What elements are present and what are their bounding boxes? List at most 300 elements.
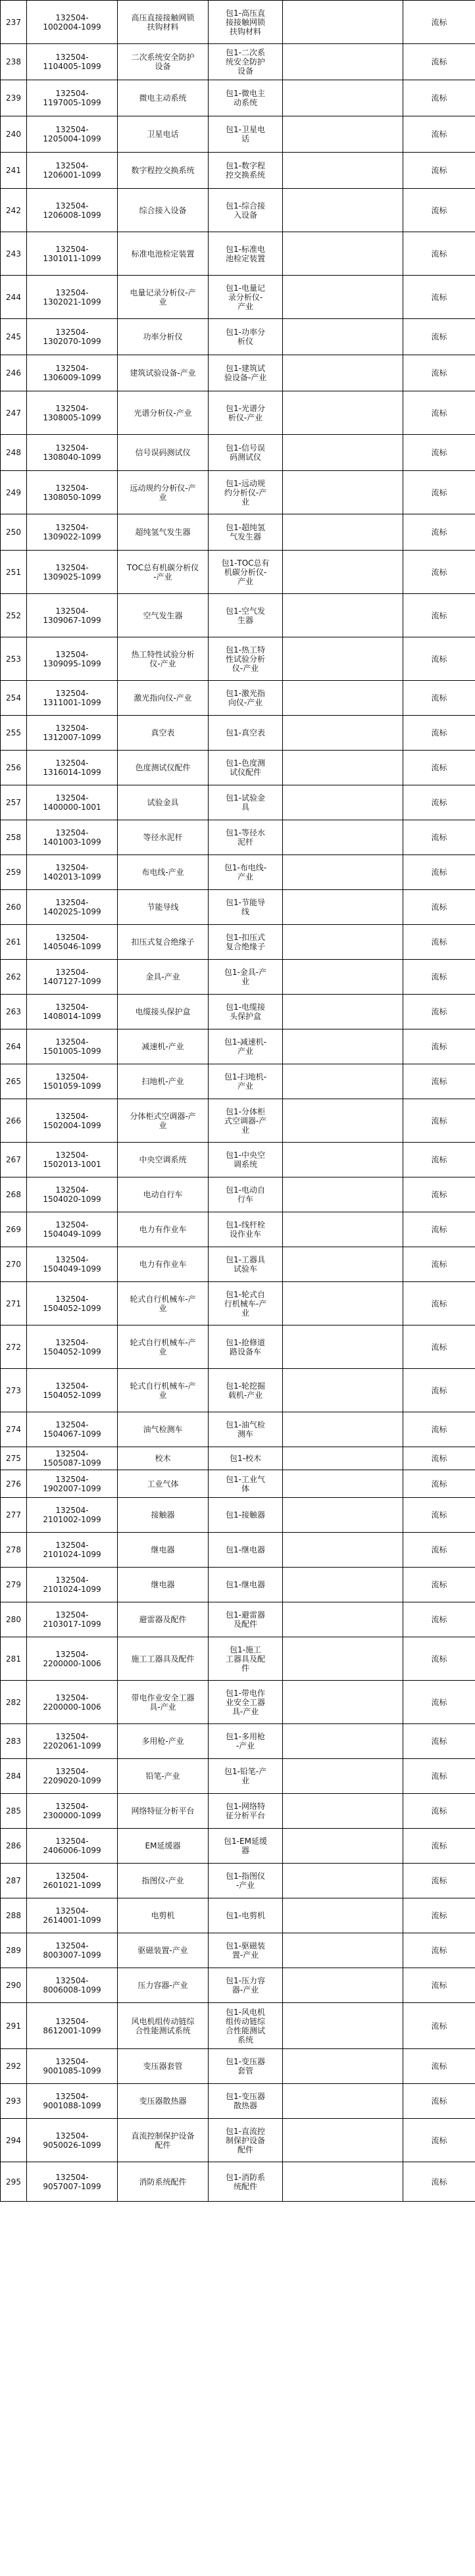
row-number: 257 xyxy=(1,785,27,820)
material-name: 压力容器-产业 xyxy=(118,1968,209,2003)
material-code: 132504- 1400000-1001 xyxy=(27,785,118,820)
table-row xyxy=(1,355,475,391)
status-note: 流标 xyxy=(403,855,475,890)
status-note: 流标 xyxy=(403,1325,475,1369)
package-name: 包1-标准电 池检定装置 xyxy=(209,232,283,276)
row-number: 294 xyxy=(1,2119,27,2162)
material-name: 继电器 xyxy=(118,1568,209,1602)
table-row xyxy=(1,1602,475,1637)
row-number: 247 xyxy=(1,391,27,435)
row-number: 266 xyxy=(1,1099,27,1143)
material-code: 132504- 9050026-1099 xyxy=(27,2119,118,2162)
table-row xyxy=(1,1933,475,1968)
blank-cell xyxy=(283,44,403,80)
blank-cell xyxy=(283,391,403,435)
table-row xyxy=(1,1247,475,1282)
blank-cell xyxy=(283,232,403,276)
package-name: 包1-继电器 xyxy=(209,1568,283,1602)
status-note: 流标 xyxy=(403,471,475,514)
table-row xyxy=(1,1143,475,1177)
status-note: 流标 xyxy=(403,637,475,681)
blank-cell xyxy=(283,890,403,925)
package-name: 包1-电量记 录分析仪- 产业 xyxy=(209,276,283,319)
blank-cell xyxy=(283,1759,403,1794)
package-name: 包1-多用枪 -产业 xyxy=(209,1724,283,1759)
row-number: 274 xyxy=(1,1412,27,1447)
material-code: 132504- 2101024-1099 xyxy=(27,1568,118,1602)
status-note: 流标 xyxy=(403,1794,475,1829)
status-note: 流标 xyxy=(403,751,475,785)
table-row xyxy=(1,995,475,1029)
package-name: 包1-直流控 制保护设备 配件 xyxy=(209,2119,283,2162)
blank-cell xyxy=(283,1099,403,1143)
material-code: 132504- 2601021-1099 xyxy=(27,1864,118,1898)
table-row xyxy=(1,637,475,681)
material-code: 132504- 1302070-1099 xyxy=(27,319,118,355)
blank-cell xyxy=(283,153,403,189)
blank-cell xyxy=(283,960,403,995)
row-number: 289 xyxy=(1,1933,27,1968)
table-row xyxy=(1,960,475,995)
package-name: 包1-带电作 业安全工器 具-产业 xyxy=(209,1681,283,1724)
status-note: 流标 xyxy=(403,1498,475,1533)
material-name: 节能导线 xyxy=(118,890,209,925)
blank-cell xyxy=(283,1829,403,1864)
row-number: 262 xyxy=(1,960,27,995)
material-name: 带电作业安全工器 具-产业 xyxy=(118,1681,209,1724)
row-number: 244 xyxy=(1,276,27,319)
material-code: 132504- 1301011-1099 xyxy=(27,232,118,276)
blank-cell xyxy=(283,1212,403,1247)
blank-cell xyxy=(283,80,403,116)
table-row xyxy=(1,1681,475,1724)
package-name: 包1-超纯氢 气发生器 xyxy=(209,514,283,551)
table-row xyxy=(1,1,475,44)
material-code: 132504- 9057007-1099 xyxy=(27,2162,118,2202)
status-note: 流标 xyxy=(403,153,475,189)
package-name: 包1-变压器 散热器 xyxy=(209,2084,283,2119)
package-name: 包1-轮式自 行机械车-产 业 xyxy=(209,1282,283,1325)
table-row xyxy=(1,855,475,890)
material-name: 驱磁装置-产业 xyxy=(118,1933,209,1968)
table-row xyxy=(1,594,475,637)
row-number: 284 xyxy=(1,1759,27,1794)
material-name: 变压器套管 xyxy=(118,2049,209,2084)
package-name: 包1-避雷器 及配件 xyxy=(209,1602,283,1637)
package-name: 包1-油气检 测车 xyxy=(209,1412,283,1447)
status-note: 流标 xyxy=(403,960,475,995)
material-name: 扫地机-产业 xyxy=(118,1064,209,1099)
status-note: 流标 xyxy=(403,391,475,435)
status-note: 流标 xyxy=(403,2162,475,2202)
material-code: 132504- 1002004-1099 xyxy=(27,1,118,44)
row-number: 237 xyxy=(1,1,27,44)
blank-cell xyxy=(283,2003,403,2049)
material-code: 132504- 8003007-1099 xyxy=(27,1933,118,1968)
blank-cell xyxy=(283,681,403,716)
table-row xyxy=(1,1829,475,1864)
blank-cell xyxy=(283,1637,403,1681)
row-number: 260 xyxy=(1,890,27,925)
material-code: 132504- 1504049-1099 xyxy=(27,1212,118,1247)
package-name: 包1-高压直 接接触网锁 扶钩材料 xyxy=(209,1,283,44)
table-row xyxy=(1,2003,475,2049)
material-code: 132504- 1504052-1099 xyxy=(27,1325,118,1369)
material-name: 标准电池检定装置 xyxy=(118,232,209,276)
material-name: 避雷器及配件 xyxy=(118,1602,209,1637)
table-row xyxy=(1,1724,475,1759)
status-note: 流标 xyxy=(403,1177,475,1212)
material-code: 132504- 2202061-1099 xyxy=(27,1724,118,1759)
row-number: 293 xyxy=(1,2084,27,2119)
material-name: 高压直接接触网锁 扶钩材料 xyxy=(118,1,209,44)
row-number: 248 xyxy=(1,435,27,471)
table-row xyxy=(1,551,475,594)
package-name: 包1-风电机 组传动链综 合性能测试 系统 xyxy=(209,2003,283,2049)
row-number: 276 xyxy=(1,1470,27,1498)
row-number: 263 xyxy=(1,995,27,1029)
row-number: 277 xyxy=(1,1498,27,1533)
status-note: 流标 xyxy=(403,2049,475,2084)
row-number: 280 xyxy=(1,1602,27,1637)
blank-cell xyxy=(283,1568,403,1602)
material-code: 132504- 1309095-1099 xyxy=(27,637,118,681)
blank-cell xyxy=(283,1470,403,1498)
row-number: 291 xyxy=(1,2003,27,2049)
table-row xyxy=(1,1282,475,1325)
row-number: 278 xyxy=(1,1533,27,1568)
table-row xyxy=(1,1864,475,1898)
material-name: 铅笔-产业 xyxy=(118,1759,209,1794)
status-note: 流标 xyxy=(403,1,475,44)
material-name: 综合接入设备 xyxy=(118,189,209,232)
status-note: 流标 xyxy=(403,890,475,925)
table-row xyxy=(1,1325,475,1369)
results-table-body xyxy=(1,1,475,2202)
blank-cell xyxy=(283,1247,403,1282)
material-name: 试验金具 xyxy=(118,785,209,820)
material-name: 布电线-产业 xyxy=(118,855,209,890)
row-number: 242 xyxy=(1,189,27,232)
material-code: 132504- 1308005-1099 xyxy=(27,391,118,435)
package-name: 包1-卫星电 话 xyxy=(209,116,283,153)
status-note: 流标 xyxy=(403,925,475,960)
table-row xyxy=(1,471,475,514)
package-name: 包1-TOC总有 机碳分析仪- 产业 xyxy=(209,551,283,594)
status-note: 流标 xyxy=(403,116,475,153)
material-code: 132504- 1206001-1099 xyxy=(27,153,118,189)
blank-cell xyxy=(283,551,403,594)
material-name: 电缆接头保护盒 xyxy=(118,995,209,1029)
material-name: 风电机组传动链综 合性能测试系统 xyxy=(118,2003,209,2049)
blank-cell xyxy=(283,2162,403,2202)
table-row xyxy=(1,232,475,276)
status-note: 流标 xyxy=(403,276,475,319)
material-name: 减速机-产业 xyxy=(118,1029,209,1064)
blank-cell xyxy=(283,1029,403,1064)
blank-cell xyxy=(283,637,403,681)
status-note: 流标 xyxy=(403,1412,475,1447)
material-code: 132504- 1408014-1099 xyxy=(27,995,118,1029)
package-name: 包1-消防系 统配件 xyxy=(209,2162,283,2202)
material-name: 接触器 xyxy=(118,1498,209,1533)
package-name: 包1-综合接 入设备 xyxy=(209,189,283,232)
status-note: 流标 xyxy=(403,820,475,855)
status-note: 流标 xyxy=(403,594,475,637)
row-number: 279 xyxy=(1,1568,27,1602)
material-name: 金具-产业 xyxy=(118,960,209,995)
row-number: 267 xyxy=(1,1143,27,1177)
material-code: 132504- 2200000-1006 xyxy=(27,1681,118,1724)
row-number: 259 xyxy=(1,855,27,890)
material-code: 132504- 1206008-1099 xyxy=(27,189,118,232)
material-code: 132504- 1401003-1099 xyxy=(27,820,118,855)
material-code: 132504- 1505087-1099 xyxy=(27,1447,118,1470)
table-row xyxy=(1,2049,475,2084)
status-note: 流标 xyxy=(403,1029,475,1064)
table-row xyxy=(1,80,475,116)
material-name: 卫星电话 xyxy=(118,116,209,153)
package-name: 包1-建筑试 验设备-产业 xyxy=(209,355,283,391)
package-name: 包1-电缆接 头保护盒 xyxy=(209,995,283,1029)
blank-cell xyxy=(283,1412,403,1447)
blank-cell xyxy=(283,1933,403,1968)
material-code: 132504- 1504020-1099 xyxy=(27,1177,118,1212)
status-note: 流标 xyxy=(403,1602,475,1637)
material-name: 激光指向仪-产业 xyxy=(118,681,209,716)
package-name: 包1-网络特 征分析平台 xyxy=(209,1794,283,1829)
blank-cell xyxy=(283,189,403,232)
blank-cell xyxy=(283,471,403,514)
row-number: 292 xyxy=(1,2049,27,2084)
package-name: 包1-光谱分 析仪-产业 xyxy=(209,391,283,435)
status-note: 流标 xyxy=(403,1470,475,1498)
table-row xyxy=(1,1498,475,1533)
material-name: 消防系统配件 xyxy=(118,2162,209,2202)
blank-cell xyxy=(283,594,403,637)
row-number: 268 xyxy=(1,1177,27,1212)
material-code: 132504- 1306009-1099 xyxy=(27,355,118,391)
row-number: 270 xyxy=(1,1247,27,1282)
package-name: 包1-变压器 套管 xyxy=(209,2049,283,2084)
package-name: 包1-真空表 xyxy=(209,716,283,751)
row-number: 258 xyxy=(1,820,27,855)
material-code: 132504- 1402025-1099 xyxy=(27,890,118,925)
package-name: 包1-抢修道 路设备车 xyxy=(209,1325,283,1369)
material-code: 132504- 1502013-1001 xyxy=(27,1143,118,1177)
package-name: 包1-功率分 析仪 xyxy=(209,319,283,355)
material-name: 功率分析仪 xyxy=(118,319,209,355)
blank-cell xyxy=(283,319,403,355)
material-name: 真空表 xyxy=(118,716,209,751)
material-name: 直流控制保护设备 配件 xyxy=(118,2119,209,2162)
row-number: 273 xyxy=(1,1369,27,1412)
status-note: 流标 xyxy=(403,1447,475,1470)
table-row xyxy=(1,1759,475,1794)
table-row xyxy=(1,435,475,471)
package-name: 包1-轮挖掘 载机-产业 xyxy=(209,1369,283,1412)
package-name: 包1-压力容 器-产业 xyxy=(209,1968,283,2003)
row-number: 285 xyxy=(1,1794,27,1829)
package-name: 包1-指图仪 -产业 xyxy=(209,1864,283,1898)
blank-cell xyxy=(283,1681,403,1724)
status-note: 流标 xyxy=(403,1369,475,1412)
table-row xyxy=(1,189,475,232)
blank-cell xyxy=(283,1177,403,1212)
material-name: TOC总有机碳分析仪 -产业 xyxy=(118,551,209,594)
material-name: 电力有作业车 xyxy=(118,1212,209,1247)
material-name: 电量记录分析仪-产 业 xyxy=(118,276,209,319)
table-row xyxy=(1,2084,475,2119)
material-name: 校木 xyxy=(118,1447,209,1470)
material-code: 132504- 2300000-1099 xyxy=(27,1794,118,1829)
status-note: 流标 xyxy=(403,80,475,116)
row-number: 252 xyxy=(1,594,27,637)
status-note: 流标 xyxy=(403,319,475,355)
table-row xyxy=(1,44,475,80)
package-name: 包1-节能导 线 xyxy=(209,890,283,925)
package-name: 包1-空气发 生器 xyxy=(209,594,283,637)
blank-cell xyxy=(283,785,403,820)
status-note: 流标 xyxy=(403,435,475,471)
material-name: 中央空调系统 xyxy=(118,1143,209,1177)
row-number: 246 xyxy=(1,355,27,391)
material-name: 轮式自行机械车-产 业 xyxy=(118,1369,209,1412)
status-note: 流标 xyxy=(403,232,475,276)
blank-cell xyxy=(283,1498,403,1533)
blank-cell xyxy=(283,2049,403,2084)
material-code: 132504- 1407127-1099 xyxy=(27,960,118,995)
blank-cell xyxy=(283,1602,403,1637)
row-number: 295 xyxy=(1,2162,27,2202)
package-name: 包1-工业气 体 xyxy=(209,1470,283,1498)
table-row xyxy=(1,514,475,551)
material-code: 132504- 2209020-1099 xyxy=(27,1759,118,1794)
blank-cell xyxy=(283,2119,403,2162)
material-code: 132504- 1902007-1099 xyxy=(27,1470,118,1498)
material-code: 132504- 1302021-1099 xyxy=(27,276,118,319)
material-name: 超纯氢气发生器 xyxy=(118,514,209,551)
package-name: 包1-远动规 约分析仪-产 业 xyxy=(209,471,283,514)
blank-cell xyxy=(283,435,403,471)
status-note: 流标 xyxy=(403,1247,475,1282)
material-name: 网络特征分析平台 xyxy=(118,1794,209,1829)
row-number: 240 xyxy=(1,116,27,153)
package-name: 包1-接触器 xyxy=(209,1498,283,1533)
package-name: 包1-扫地机- 产业 xyxy=(209,1064,283,1099)
material-name: 微电主动系统 xyxy=(118,80,209,116)
material-name: 油气检测车 xyxy=(118,1412,209,1447)
material-code: 132504- 1501059-1099 xyxy=(27,1064,118,1099)
material-code: 132504- 2101002-1099 xyxy=(27,1498,118,1533)
row-number: 251 xyxy=(1,551,27,594)
row-number: 239 xyxy=(1,80,27,116)
row-number: 249 xyxy=(1,471,27,514)
package-name: 包1-色度测 试仪配件 xyxy=(209,751,283,785)
material-code: 132504- 2614001-1099 xyxy=(27,1898,118,1933)
material-code: 132504- 1504067-1099 xyxy=(27,1412,118,1447)
package-name: 包1-施工 工器具及配 件 xyxy=(209,1637,283,1681)
row-number: 272 xyxy=(1,1325,27,1369)
blank-cell xyxy=(283,716,403,751)
row-number: 290 xyxy=(1,1968,27,2003)
row-number: 286 xyxy=(1,1829,27,1864)
blank-cell xyxy=(283,276,403,319)
package-name: 包1-微电主 动系统 xyxy=(209,80,283,116)
material-name: 电动自行车 xyxy=(118,1177,209,1212)
material-code: 132504- 1312007-1099 xyxy=(27,716,118,751)
status-note: 流标 xyxy=(403,1933,475,1968)
package-name: 包1-扣压式 复合绝缘子 xyxy=(209,925,283,960)
table-row xyxy=(1,116,475,153)
material-code: 132504- 1309022-1099 xyxy=(27,514,118,551)
package-name: 包1-试验金 具 xyxy=(209,785,283,820)
row-number: 261 xyxy=(1,925,27,960)
status-note: 流标 xyxy=(403,681,475,716)
table-row xyxy=(1,1177,475,1212)
material-code: 132504- 1501005-1099 xyxy=(27,1029,118,1064)
table-row xyxy=(1,1099,475,1143)
blank-cell xyxy=(283,1533,403,1568)
row-number: 287 xyxy=(1,1864,27,1898)
material-code: 132504- 1309025-1099 xyxy=(27,551,118,594)
status-note: 流标 xyxy=(403,189,475,232)
table-row xyxy=(1,1794,475,1829)
row-number: 271 xyxy=(1,1282,27,1325)
blank-cell xyxy=(283,1369,403,1412)
package-name: 包1-热工特 性试验分析 仪-产业 xyxy=(209,637,283,681)
status-note: 流标 xyxy=(403,1282,475,1325)
status-note: 流标 xyxy=(403,514,475,551)
package-name: 包1-EM延缓 器 xyxy=(209,1829,283,1864)
status-note: 流标 xyxy=(403,44,475,80)
row-number: 281 xyxy=(1,1637,27,1681)
table-row xyxy=(1,751,475,785)
status-note: 流标 xyxy=(403,1533,475,1568)
status-note: 流标 xyxy=(403,1064,475,1099)
blank-cell xyxy=(283,355,403,391)
blank-cell xyxy=(283,514,403,551)
table-row xyxy=(1,890,475,925)
package-name: 包1-电动自 行车 xyxy=(209,1177,283,1212)
blank-cell xyxy=(283,855,403,890)
table-row xyxy=(1,1898,475,1933)
row-number: 288 xyxy=(1,1898,27,1933)
package-name: 包1-减速机- 产业 xyxy=(209,1029,283,1064)
package-name: 包1-数字程 控交换系统 xyxy=(209,153,283,189)
package-name: 包1-铅笔-产 业 xyxy=(209,1759,283,1794)
material-name: 指图仪-产业 xyxy=(118,1864,209,1898)
package-name: 包1-驱磁装 置-产业 xyxy=(209,1933,283,1968)
material-code: 132504- 1402013-1099 xyxy=(27,855,118,890)
status-note: 流标 xyxy=(403,2084,475,2119)
material-code: 132504- 1504052-1099 xyxy=(27,1282,118,1325)
status-note: 流标 xyxy=(403,2119,475,2162)
material-code: 132504- 1316014-1099 xyxy=(27,751,118,785)
material-code: 132504- 1308040-1099 xyxy=(27,435,118,471)
status-note: 流标 xyxy=(403,785,475,820)
blank-cell xyxy=(283,2084,403,2119)
blank-cell xyxy=(283,1325,403,1369)
table-row xyxy=(1,1637,475,1681)
table-row xyxy=(1,276,475,319)
status-note: 流标 xyxy=(403,1637,475,1681)
row-number: 265 xyxy=(1,1064,27,1099)
material-code: 132504- 8612001-1099 xyxy=(27,2003,118,2049)
status-note: 流标 xyxy=(403,1724,475,1759)
material-code: 132504- 1504052-1099 xyxy=(27,1369,118,1412)
status-note: 流标 xyxy=(403,716,475,751)
